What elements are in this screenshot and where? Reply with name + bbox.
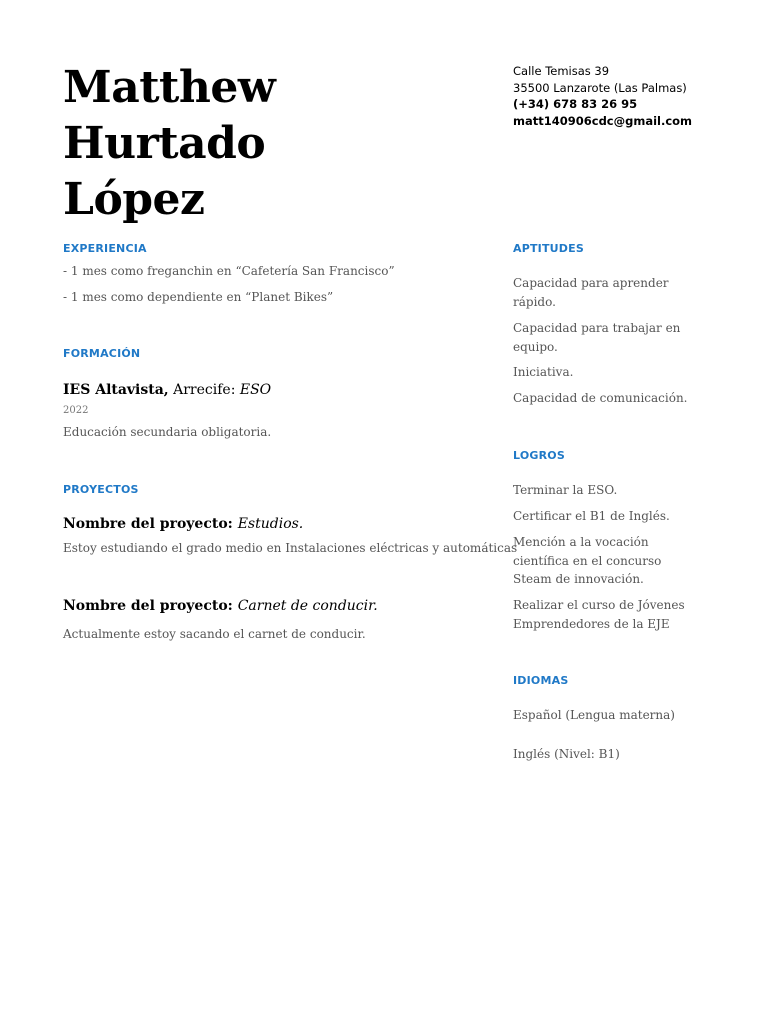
achievement-item: Certificar el B1 de Inglés. (513, 509, 670, 523)
candidate-name-line2: López (63, 174, 205, 225)
project-title (63, 515, 303, 533)
phone-number: (+34) 678 83 26 95 (513, 97, 638, 111)
candidate-name-line1: Matthew Hurtado (63, 62, 276, 169)
address-line1: Calle Temisas 39 (513, 64, 610, 78)
education-description: Educación secundaria obligatoria. (63, 425, 272, 439)
achievement-item: Terminar la ESO. (513, 483, 618, 497)
education-year: 2022 (63, 405, 89, 416)
experience-item: - 1 mes como freganchin en “Cafetería San Francisco” (63, 264, 395, 278)
achievement-item: Mención a la vocación científica en el concurso Steam de innovación. (513, 535, 662, 586)
project-description: Actualmente estoy sacando el carnet de conducir. (63, 627, 366, 641)
language-item: Español (Lengua materna) (513, 708, 675, 722)
skill-item: Iniciativa. (513, 365, 574, 379)
education-school: IES Altavista, (63, 382, 169, 398)
address-line2: 35500 Lanzarote (Las Palmas) (513, 80, 687, 95)
skill-item: Capacidad para aprender rápido. (513, 276, 669, 309)
project-label: Nombre del proyecto: (63, 598, 238, 614)
project-title (63, 597, 378, 615)
section-heading-proyectos: PROYECTOS (63, 483, 139, 496)
section-heading-aptitudes: APTITUDES (513, 242, 584, 255)
section-heading-experiencia: EXPERIENCIA (63, 242, 147, 255)
skill-item: Capacidad para trabajar en equipo. (513, 321, 681, 354)
project-description: Estoy estudiando el grado medio en Instalaciones eléctricas y automáticas (63, 541, 518, 555)
project-name: Estudios. (237, 516, 304, 532)
section-heading-logros: LOGROS (513, 449, 565, 462)
email-address: matt140906cdc@gmail.com (513, 113, 693, 128)
project-name: Carnet de conducir. (237, 598, 378, 614)
education-city: Arrecife: (168, 382, 240, 398)
language-item: Inglés (Nivel: B1) (513, 747, 620, 761)
education-entry-title (63, 381, 271, 399)
skill-item: Capacidad de comunicación. (513, 391, 688, 405)
experience-item: - 1 mes como dependiente en “Planet Bikes” (63, 290, 334, 304)
contact-block (513, 63, 733, 129)
candidate-name (63, 60, 483, 228)
achievement-item: Realizar el curso de Jóvenes Emprendedores de la EJE (513, 598, 685, 631)
section-heading-idiomas: IDIOMAS (513, 674, 569, 687)
project-label: Nombre del proyecto: (63, 516, 238, 532)
section-heading-formacion: FORMACIÓN (63, 347, 141, 360)
education-level: ESO (239, 382, 272, 398)
